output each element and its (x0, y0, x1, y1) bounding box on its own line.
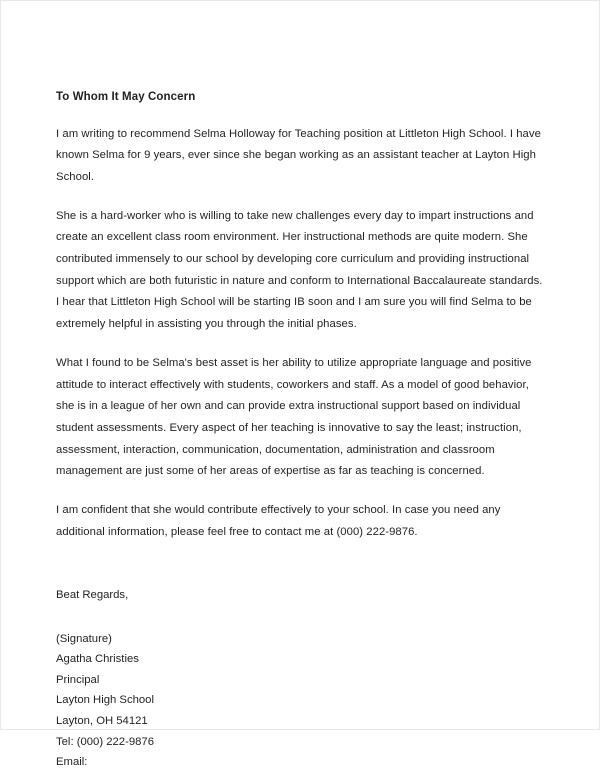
salutation: To Whom It May Concern (56, 91, 196, 103)
paragraph-3: What I found to be Selma's best asset is her ability to utilize appropriate language and positive attitude to interact effectively with students, coworkers and staff. As a model of good behavior, she is in a league of her own and can provide extra instructional support based on individual student assessments. Every aspect of her teaching is innovative to say the least; instruction, assessment, interaction, communication, documentation, administration and classroom management are just some of her areas of expertise as far as teaching is concerned. (56, 356, 532, 478)
paragraph-1: I am writing to recommend Selma Holloway for Teaching position at Littleton High School. I have known Selma for 9 years, ever since she began working as an assistant teacher at Layton High School. (56, 127, 541, 184)
paragraph-4: I am confident that she would contribute effectively to your school. In case you need any additional information, please feel free to contact me at (000) 222-9876. (56, 503, 501, 538)
signature-line-3: Principal (56, 673, 100, 686)
signature-line-6: Tel: (000) 222-9876 (56, 735, 154, 748)
signature-line-5: Layton, OH 54121 (56, 715, 148, 727)
signature-line-7: Email: (56, 756, 88, 769)
signature-line-4: Layton High School (56, 694, 154, 707)
closing-line: Beat Regards, (56, 589, 129, 602)
signature-line-2: Agatha Christies (56, 653, 139, 666)
paragraph-2: She is a hard-worker who is willing to take new challenges every day to impart instructions and create an excellent class room environment. Her instructional methods are quite modern. She contributed immensely to our school by developing core curriculum and providing instructional support which are both futuristic in nature and conform to International Baccalaureate standards. I hear that Littleton High School will be starting IB soon and I am sure you will find Selma to be extremely helpful in assisting you through the initial phases. (56, 209, 543, 331)
signature-line-1: (Signature) (56, 632, 112, 645)
letter-body (56, 89, 548, 773)
closing-block (56, 585, 548, 772)
